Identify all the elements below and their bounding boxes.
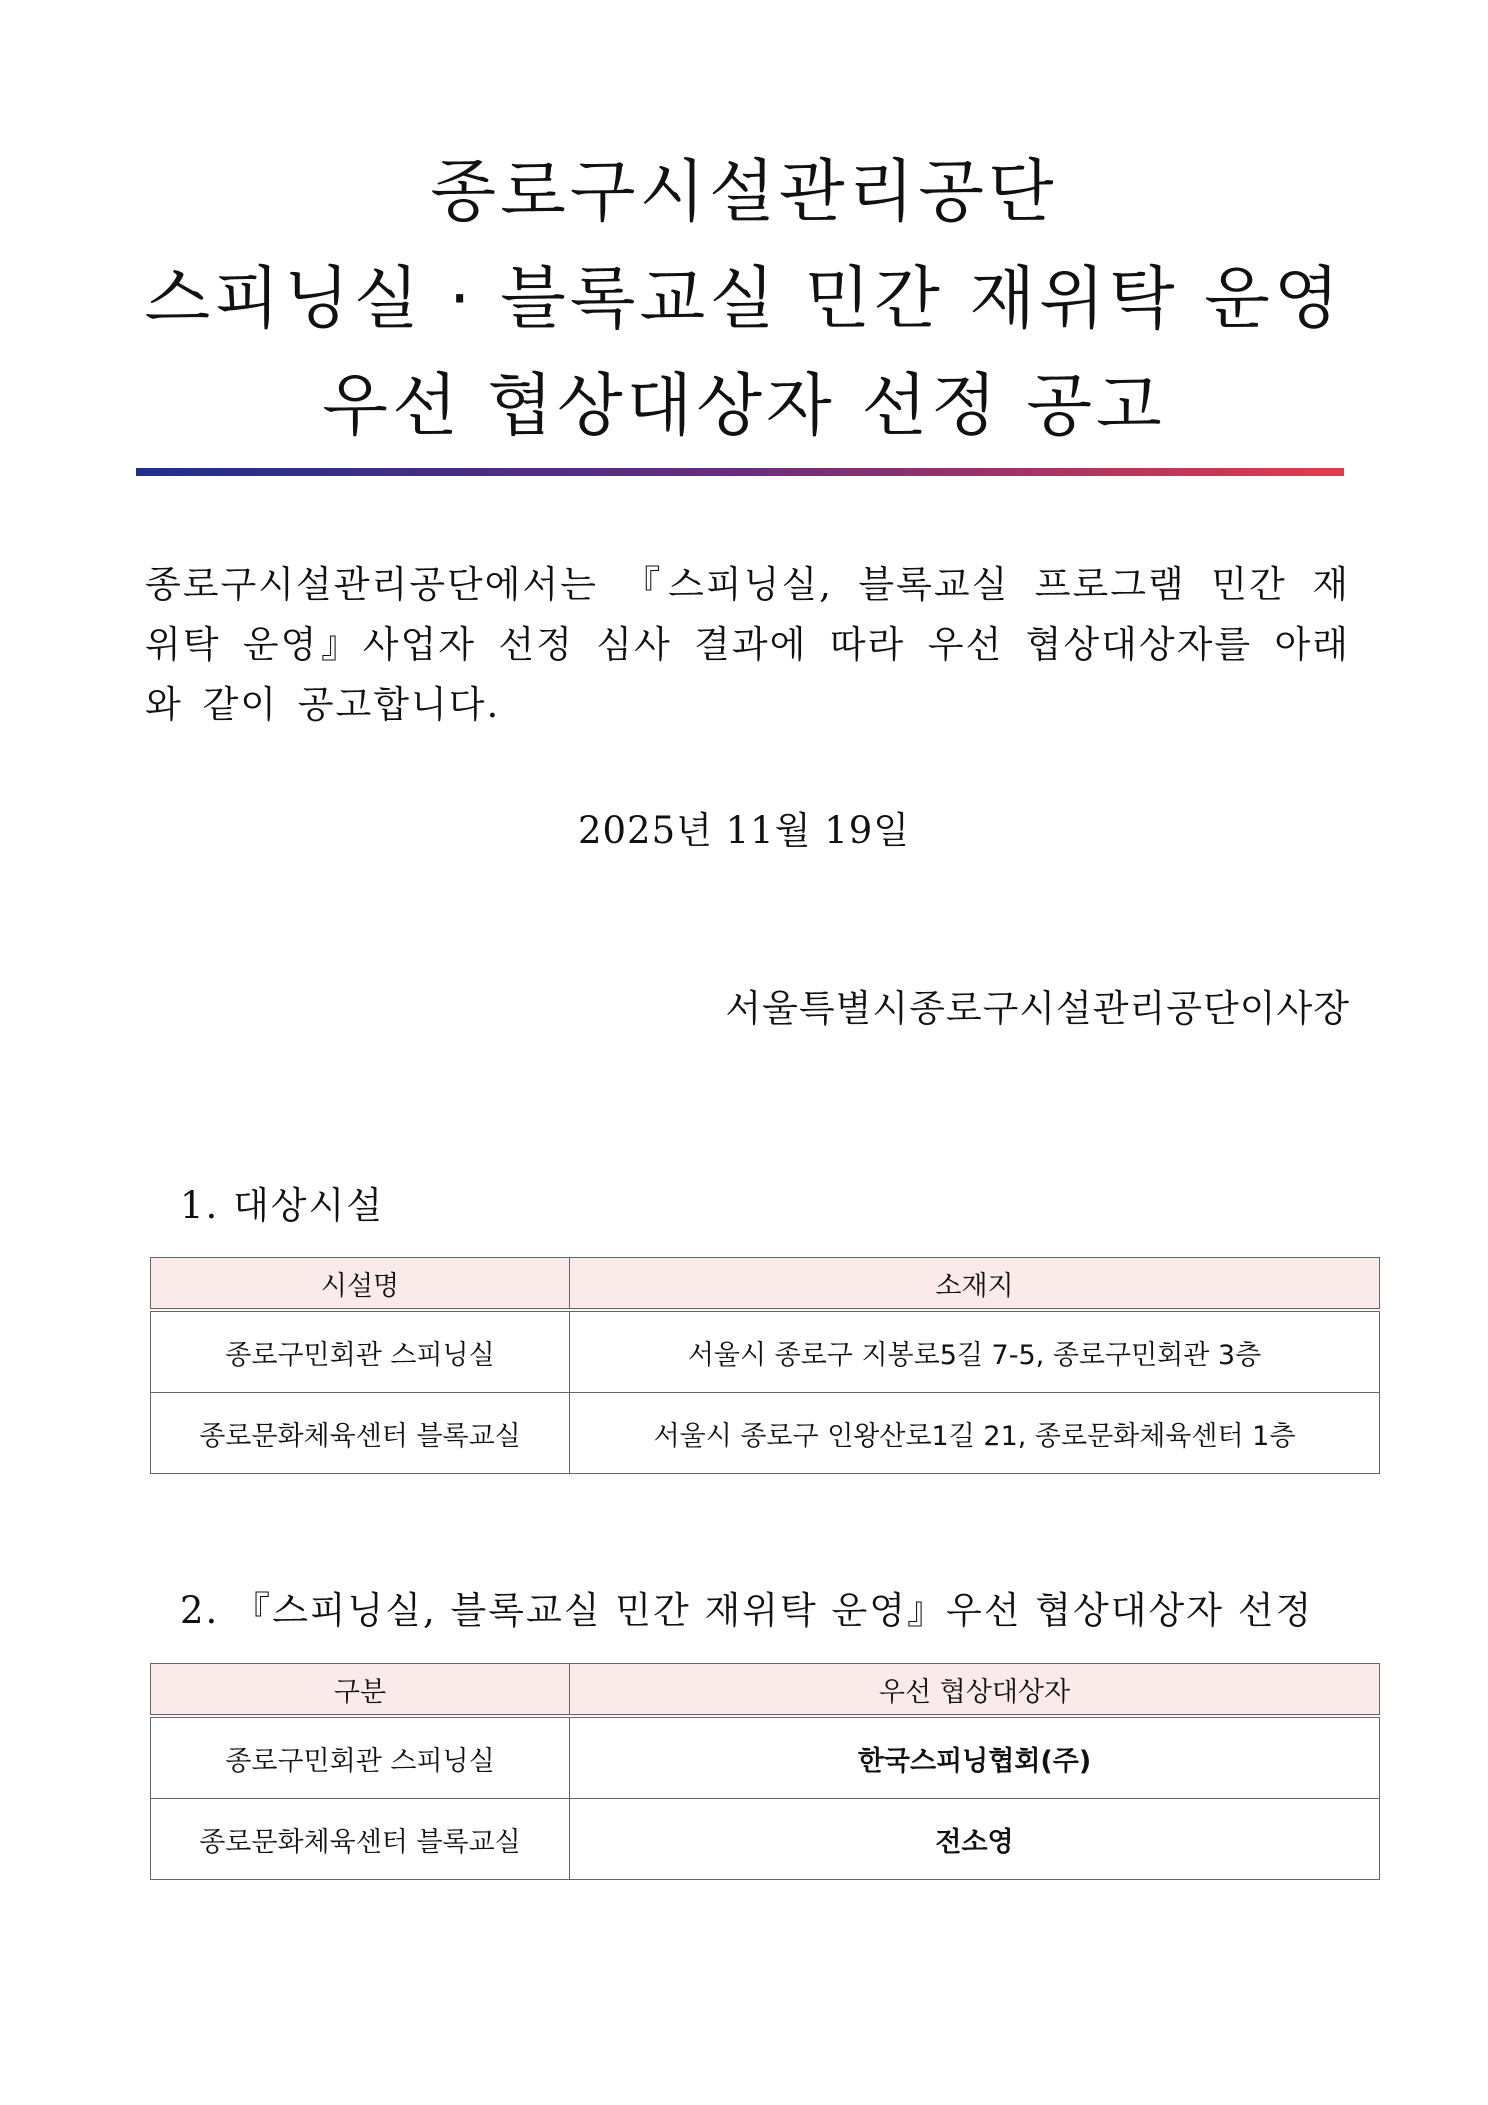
table-header-cell: 우선 협상대상자 (570, 1664, 1380, 1717)
title-line-2: 스피닝실 · 블록교실 민간 재위탁 운영 (144, 260, 1344, 339)
title-line-1: 종로구시설관리공단 (430, 153, 1058, 232)
announcement-date: 2025년 11월 19일 (577, 809, 911, 852)
title-divider (136, 468, 1344, 476)
facility-address: 서울시 종로구 지봉로5길 7-5, 종로구민회관 3층 (570, 1310, 1380, 1393)
category-cell: 종로구민회관 스피닝실 (151, 1716, 570, 1799)
table-row (151, 1393, 1380, 1474)
table-row (151, 1716, 1380, 1799)
facility-name: 종로구민회관 스피닝실 (151, 1310, 570, 1393)
negotiator-cell: 전소영 (570, 1799, 1380, 1880)
table-header-row (151, 1258, 1380, 1311)
table-header-row (151, 1664, 1380, 1717)
negotiator-cell: 한국스피닝협회(주) (570, 1716, 1380, 1799)
category-cell: 종로문화체육센터 블록교실 (151, 1799, 570, 1880)
section-2-heading: 2. 『스피닝실, 블록교실 민간 재위탁 운영』우선 협상대상자 선정 (180, 1589, 1314, 1632)
section-1-heading: 1. 대상시설 (180, 1184, 385, 1227)
table-row (151, 1310, 1380, 1393)
table-row (151, 1799, 1380, 1880)
selected-negotiators-table (150, 1663, 1380, 1880)
table-header-cell: 소재지 (570, 1258, 1380, 1311)
table-header-cell: 구분 (151, 1664, 570, 1717)
facility-name: 종로문화체육센터 블록교실 (151, 1393, 570, 1474)
title-line-3: 우선 협상대상자 선정 공고 (322, 367, 1166, 446)
signer: 서울특별시종로구시설관리공단이사장 (725, 987, 1350, 1030)
intro-paragraph: 종로구시설관리공단에서는 『스피닝실, 블록교실 프로그램 민간 재위탁 운영』사업자 선정 심사 결과에 따라 우선 협상대상자를 아래와 같이 공고합니다. (145, 563, 1350, 726)
facilities-table (150, 1257, 1380, 1474)
table-header-cell: 시설명 (151, 1258, 570, 1311)
facility-address: 서울시 종로구 인왕산로1길 21, 종로문화체육센터 1층 (570, 1393, 1380, 1474)
